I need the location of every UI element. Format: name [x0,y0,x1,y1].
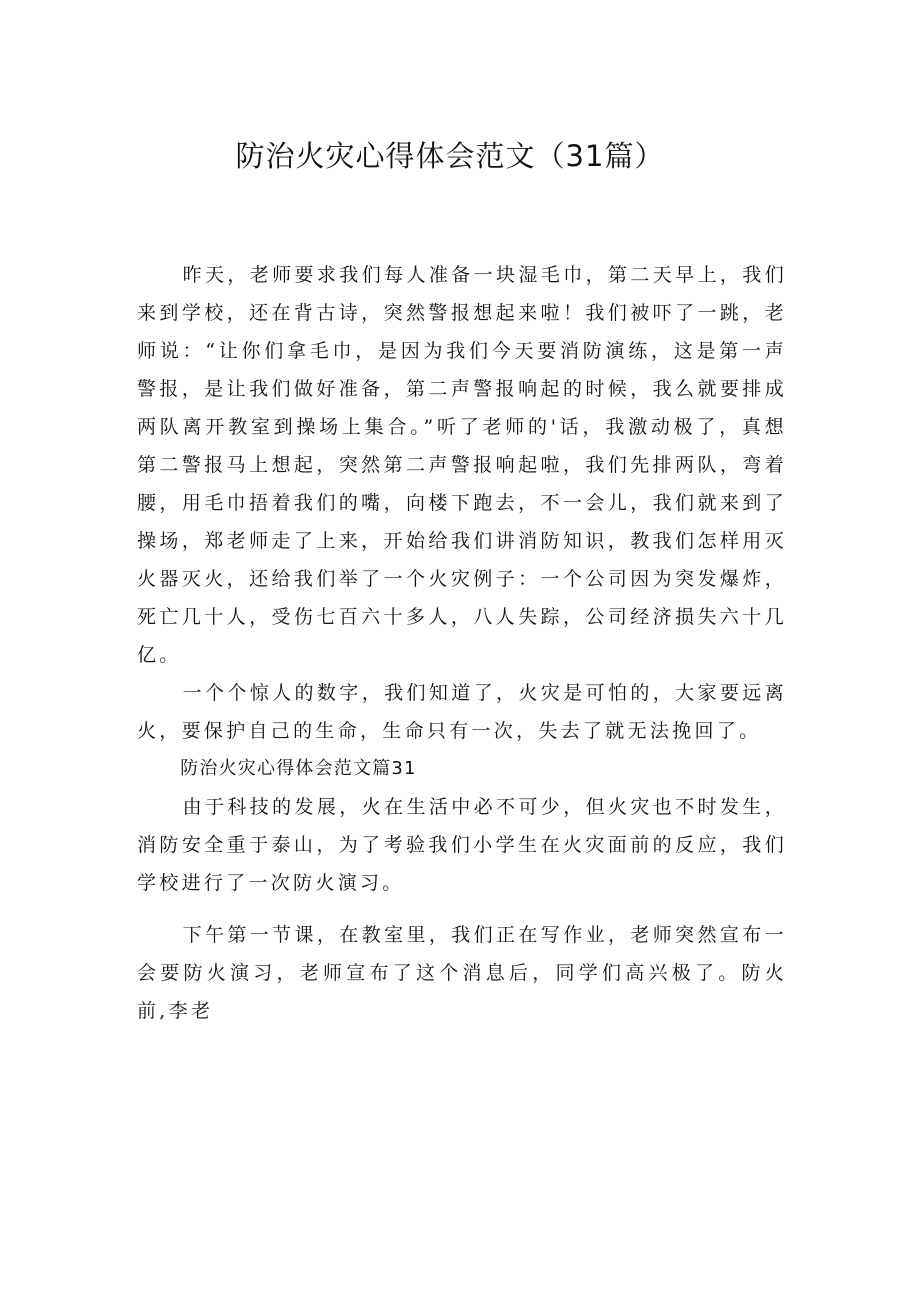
document-body [137,256,787,1030]
paragraph-fire-drill-story: 昨天，老师要求我们每人准备一块湿毛巾，第二天早上，我们来到学校，还在背古诗，突然警报想起来啦！我们被吓了一跳，老师说：“让你们拿毛巾，是因为我们今天要消防演练，这是第一声警报，是让我们做好准备，第二声警报响起的时候，我么就要排成两队离开教室到操场上集合。”听了老师的'话，我激动极了，真想第二警报马上想起，突然第二声警报响起啦，我们先排两队，弯着腰，用毛巾捂着我们的嘴，向楼下跑去，不一会儿，我们就来到了操场，郑老师走了上来，开始给我们讲消防知识，教我们怎样用灭火器灭火，还给我们举了一个火灾例子：一个公司因为突发爆炸，死亡几十人，受伤七百六十多人，八人失踪，公司经济损失六十几亿。 [137,264,787,666]
document-title: 防治火灾心得体会范文（31篇） [235,139,665,173]
paragraph-fire-safety-intro: 由于科技的发展，火在生活中必不可少，但火灾也不时发生，消防安全重于泰山，为了考验我们小学生在火灾面前的反应，我们学校进行了一次防火演习。 [137,796,787,894]
paragraph-fire-lesson: 一个个惊人的数字，我们知道了，火灾是可怕的，大家要远离火，要保护自己的生命，生命只有一次，失去了就无法挽回了。 [137,682,787,742]
section-heading: 防治火灾心得体会范文篇31 [180,758,417,779]
paragraph-afternoon-class: 下午第一节课，在教室里，我们正在写作业，老师突然宣布一会要防火演习，老师宣布了这个消息后，同学们高兴极了。防火前,李老 [137,924,787,1022]
